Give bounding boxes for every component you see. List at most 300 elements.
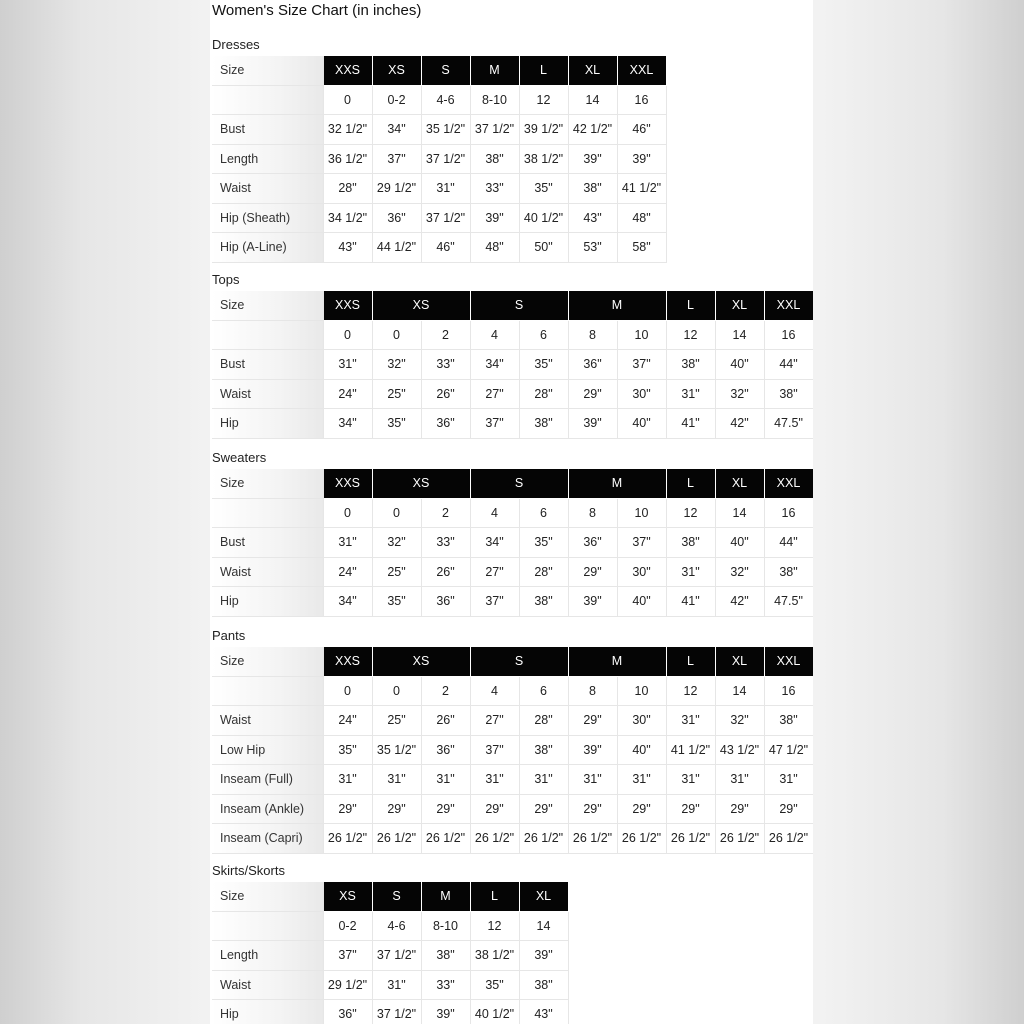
row-label: Bust — [212, 115, 323, 145]
measurement-cell: 47.5" — [764, 409, 813, 439]
measurement-cell: 48" — [617, 203, 666, 233]
measurement-cell: 41" — [666, 409, 715, 439]
row-label: Length — [212, 941, 323, 971]
row-label: Inseam (Ankle) — [212, 794, 323, 824]
table-row — [212, 970, 568, 1000]
size-header-row — [212, 56, 666, 85]
measurement-cell: 16 — [764, 498, 813, 528]
measurement-cell: 32 1/2" — [323, 115, 372, 145]
measurement-cell: 40" — [715, 350, 764, 380]
row-label: Inseam (Capri) — [212, 824, 323, 854]
measurement-cell: 16 — [617, 85, 666, 115]
measurement-cell: 26" — [421, 706, 470, 736]
measurement-cell: 31" — [421, 174, 470, 204]
measurement-cell: 34" — [470, 350, 519, 380]
measurement-cell: 27" — [470, 706, 519, 736]
size-header-cell: XXL — [764, 291, 813, 320]
page-title: Women's Size Chart (in inches) — [212, 2, 422, 19]
measurement-cell: 24" — [323, 706, 372, 736]
table-row — [212, 233, 666, 263]
measurement-cell: 34" — [372, 115, 421, 145]
measurement-cell: 37" — [470, 409, 519, 439]
measurement-cell: 36 1/2" — [323, 144, 372, 174]
measurement-cell: 37" — [617, 528, 666, 558]
measurement-cell: 29 1/2" — [323, 970, 372, 1000]
measurement-cell: 31" — [421, 765, 470, 795]
measurement-cell: 0-2 — [372, 85, 421, 115]
table-row — [212, 587, 813, 617]
measurement-cell: 32" — [372, 528, 421, 558]
measurement-cell: 14 — [715, 320, 764, 350]
measurement-cell: 0-2 — [323, 911, 372, 941]
measurement-cell: 12 — [666, 320, 715, 350]
measurement-cell: 34" — [323, 587, 372, 617]
measurement-cell: 31" — [323, 350, 372, 380]
measurement-cell: 39" — [617, 144, 666, 174]
row-label: Size — [212, 882, 323, 911]
row-label: Waist — [212, 706, 323, 736]
measurement-cell: 38" — [519, 587, 568, 617]
measurement-cell: 33" — [421, 528, 470, 558]
measurement-cell: 8 — [568, 676, 617, 706]
section-title: Pants — [212, 628, 246, 643]
size-header-cell: XXS — [323, 469, 372, 498]
measurement-cell: 31" — [372, 970, 421, 1000]
size-header-cell: M — [421, 882, 470, 911]
measurement-cell: 38" — [666, 350, 715, 380]
size-header-cell: XS — [372, 647, 470, 676]
measurement-cell: 31" — [568, 765, 617, 795]
measurement-cell: 4-6 — [421, 85, 470, 115]
row-label: Bust — [212, 528, 323, 558]
measurement-cell: 14 — [519, 911, 568, 941]
table-row — [212, 1000, 568, 1024]
measurement-cell: 43" — [519, 1000, 568, 1024]
measurement-cell: 40" — [617, 735, 666, 765]
row-label: Size — [212, 56, 323, 85]
measurement-cell: 26 1/2" — [519, 824, 568, 854]
measurement-cell: 10 — [617, 498, 666, 528]
measurement-cell: 38 1/2" — [470, 941, 519, 971]
measurement-cell: 36" — [372, 203, 421, 233]
row-label: Hip — [212, 1000, 323, 1024]
table-row — [212, 203, 666, 233]
measurement-cell: 41" — [666, 587, 715, 617]
measurement-cell: 0 — [323, 676, 372, 706]
measurement-cell: 42" — [715, 587, 764, 617]
measurement-cell: 30" — [617, 706, 666, 736]
measurement-cell: 38" — [568, 174, 617, 204]
measurement-cell: 32" — [715, 706, 764, 736]
table-row — [212, 379, 813, 409]
measurement-cell: 35" — [323, 735, 372, 765]
measurement-cell: 29" — [568, 557, 617, 587]
measurement-cell: 29" — [568, 706, 617, 736]
row-label: Waist — [212, 557, 323, 587]
measurement-cell: 24" — [323, 557, 372, 587]
table-row — [212, 676, 813, 706]
measurement-cell: 58" — [617, 233, 666, 263]
measurement-cell: 37 1/2" — [421, 144, 470, 174]
section-dresses — [210, 34, 667, 263]
measurement-cell: 34 1/2" — [323, 203, 372, 233]
measurement-cell: 10 — [617, 676, 666, 706]
measurement-cell: 53" — [568, 233, 617, 263]
measurement-cell: 34" — [323, 409, 372, 439]
measurement-cell: 12 — [470, 911, 519, 941]
measurement-cell: 33" — [470, 174, 519, 204]
measurement-cell: 26 1/2" — [764, 824, 813, 854]
measurement-cell: 37 1/2" — [421, 203, 470, 233]
measurement-cell: 35" — [470, 970, 519, 1000]
measurement-cell: 0 — [323, 320, 372, 350]
measurement-cell: 2 — [421, 498, 470, 528]
measurement-cell: 35" — [372, 409, 421, 439]
measurement-cell: 35" — [519, 350, 568, 380]
table-row — [212, 85, 666, 115]
measurement-cell: 38 1/2" — [519, 144, 568, 174]
measurement-cell: 28" — [323, 174, 372, 204]
measurement-cell: 35" — [519, 174, 568, 204]
measurement-cell: 16 — [764, 320, 813, 350]
measurement-cell: 39" — [568, 587, 617, 617]
size-header-cell: XL — [568, 56, 617, 85]
measurement-cell: 39" — [568, 144, 617, 174]
table-row — [212, 706, 813, 736]
measurement-cell: 29 1/2" — [372, 174, 421, 204]
measurement-cell: 31" — [666, 765, 715, 795]
measurement-cell: 38" — [519, 735, 568, 765]
measurement-cell: 38" — [764, 706, 813, 736]
measurement-cell: 26" — [421, 379, 470, 409]
measurement-cell: 36" — [323, 1000, 372, 1024]
size-chart-sheet — [210, 0, 813, 1024]
measurement-cell: 36" — [421, 409, 470, 439]
measurement-cell: 47 1/2" — [764, 735, 813, 765]
measurement-cell: 37" — [372, 144, 421, 174]
row-label — [212, 911, 323, 941]
measurement-cell: 39" — [568, 735, 617, 765]
size-header-cell: XXL — [764, 469, 813, 498]
measurement-cell: 8 — [568, 320, 617, 350]
size-header-cell: XL — [715, 647, 764, 676]
measurement-cell: 0 — [372, 498, 421, 528]
measurement-cell: 40" — [617, 409, 666, 439]
section-title: Sweaters — [212, 450, 267, 465]
measurement-cell: 29" — [666, 794, 715, 824]
size-header-cell: XS — [372, 469, 470, 498]
measurement-cell: 29" — [323, 794, 372, 824]
measurement-cell: 4 — [470, 320, 519, 350]
measurement-cell: 31" — [666, 379, 715, 409]
measurement-cell: 40" — [617, 587, 666, 617]
size-header-cell: S — [372, 882, 421, 911]
measurement-cell: 0 — [323, 85, 372, 115]
measurement-cell: 36" — [568, 350, 617, 380]
size-header-cell: S — [470, 647, 568, 676]
size-header-row — [212, 469, 813, 498]
measurement-cell: 37" — [617, 350, 666, 380]
section-title: Dresses — [212, 37, 260, 52]
measurement-cell: 12 — [666, 676, 715, 706]
size-header-cell: XXS — [323, 56, 372, 85]
section-pants — [210, 625, 813, 854]
measurement-cell: 38" — [421, 941, 470, 971]
size-header-cell: XXL — [617, 56, 666, 85]
measurement-cell: 29" — [568, 379, 617, 409]
measurement-cell: 29" — [617, 794, 666, 824]
measurement-cell: 4 — [470, 498, 519, 528]
measurement-cell: 14 — [568, 85, 617, 115]
measurement-cell: 44" — [764, 350, 813, 380]
table-row — [212, 765, 813, 795]
measurement-cell: 26 1/2" — [715, 824, 764, 854]
measurement-cell: 41 1/2" — [666, 735, 715, 765]
measurement-cell: 37" — [323, 941, 372, 971]
row-label: Size — [212, 469, 323, 498]
measurement-cell: 29" — [715, 794, 764, 824]
size-header-cell: XL — [715, 291, 764, 320]
measurement-cell: 29" — [470, 794, 519, 824]
measurement-cell: 8 — [568, 498, 617, 528]
table-row — [212, 735, 813, 765]
row-label: Hip — [212, 587, 323, 617]
size-header-cell: XL — [715, 469, 764, 498]
measurement-cell: 35" — [372, 587, 421, 617]
measurement-cell: 31" — [323, 765, 372, 795]
size-header-cell: M — [568, 291, 666, 320]
measurement-cell: 36" — [421, 587, 470, 617]
measurement-cell: 28" — [519, 706, 568, 736]
size-table — [212, 647, 813, 854]
measurement-cell: 26 1/2" — [617, 824, 666, 854]
size-table — [212, 291, 813, 439]
measurement-cell: 27" — [470, 379, 519, 409]
measurement-cell: 32" — [715, 379, 764, 409]
measurement-cell: 29" — [421, 794, 470, 824]
size-header-cell: XL — [519, 882, 568, 911]
measurement-cell: 40" — [715, 528, 764, 558]
measurement-cell: 32" — [715, 557, 764, 587]
measurement-cell: 39" — [470, 203, 519, 233]
measurement-cell: 34" — [470, 528, 519, 558]
size-header-cell: XXS — [323, 291, 372, 320]
size-header-cell: L — [666, 291, 715, 320]
measurement-cell: 28" — [519, 557, 568, 587]
measurement-cell: 10 — [617, 320, 666, 350]
measurement-cell: 36" — [568, 528, 617, 558]
measurement-cell: 26 1/2" — [372, 824, 421, 854]
measurement-cell: 48" — [470, 233, 519, 263]
measurement-cell: 32" — [372, 350, 421, 380]
measurement-cell: 0 — [323, 498, 372, 528]
measurement-cell: 35" — [519, 528, 568, 558]
measurement-cell: 39" — [421, 1000, 470, 1024]
row-label: Waist — [212, 379, 323, 409]
measurement-cell: 25" — [372, 379, 421, 409]
measurement-cell: 31" — [715, 765, 764, 795]
size-header-cell: M — [568, 647, 666, 676]
size-header-cell: M — [470, 56, 519, 85]
measurement-cell: 27" — [470, 557, 519, 587]
size-header-cell: L — [666, 647, 715, 676]
row-label: Waist — [212, 174, 323, 204]
measurement-cell: 35 1/2" — [421, 115, 470, 145]
measurement-cell: 12 — [519, 85, 568, 115]
size-header-cell: S — [421, 56, 470, 85]
measurement-cell: 31" — [617, 765, 666, 795]
table-row — [212, 498, 813, 528]
measurement-cell: 31" — [666, 706, 715, 736]
measurement-cell: 26 1/2" — [470, 824, 519, 854]
measurement-cell: 29" — [372, 794, 421, 824]
measurement-cell: 38" — [470, 144, 519, 174]
measurement-cell: 47.5" — [764, 587, 813, 617]
table-row — [212, 174, 666, 204]
table-row — [212, 320, 813, 350]
section-tops — [210, 269, 813, 439]
size-header-cell: XXS — [323, 647, 372, 676]
size-header-cell: L — [470, 882, 519, 911]
measurement-cell: 6 — [519, 320, 568, 350]
measurement-cell: 37" — [470, 735, 519, 765]
size-header-cell: XS — [372, 56, 421, 85]
table-row — [212, 557, 813, 587]
size-table — [212, 56, 667, 263]
measurement-cell: 6 — [519, 676, 568, 706]
measurement-cell: 4-6 — [372, 911, 421, 941]
table-row — [212, 911, 568, 941]
section-sweaters — [210, 447, 813, 617]
measurement-cell: 37 1/2" — [372, 1000, 421, 1024]
size-header-cell: L — [666, 469, 715, 498]
size-header-row — [212, 882, 568, 911]
measurement-cell: 0 — [372, 676, 421, 706]
measurement-cell: 43" — [568, 203, 617, 233]
measurement-cell: 33" — [421, 970, 470, 1000]
size-header-row — [212, 291, 813, 320]
size-header-cell: M — [568, 469, 666, 498]
measurement-cell: 6 — [519, 498, 568, 528]
table-row — [212, 409, 813, 439]
measurement-cell: 50" — [519, 233, 568, 263]
measurement-cell: 38" — [764, 379, 813, 409]
measurement-cell: 4 — [470, 676, 519, 706]
measurement-cell: 46" — [617, 115, 666, 145]
table-row — [212, 824, 813, 854]
measurement-cell: 44 1/2" — [372, 233, 421, 263]
row-label: Hip (A-Line) — [212, 233, 323, 263]
measurement-cell: 43 1/2" — [715, 735, 764, 765]
measurement-cell: 28" — [519, 379, 568, 409]
measurement-cell: 38" — [666, 528, 715, 558]
table-row — [212, 794, 813, 824]
measurement-cell: 39 1/2" — [519, 115, 568, 145]
size-table — [212, 469, 813, 617]
measurement-cell: 31" — [372, 765, 421, 795]
measurement-cell: 2 — [421, 676, 470, 706]
row-label: Low Hip — [212, 735, 323, 765]
size-header-cell: XXL — [764, 647, 813, 676]
measurement-cell: 30" — [617, 557, 666, 587]
measurement-cell: 14 — [715, 498, 764, 528]
measurement-cell: 37" — [470, 587, 519, 617]
section-skirts-skorts — [210, 860, 569, 1024]
size-table — [212, 882, 569, 1024]
measurement-cell: 44" — [764, 528, 813, 558]
table-row — [212, 144, 666, 174]
measurement-cell: 12 — [666, 498, 715, 528]
size-header-row — [212, 647, 813, 676]
measurement-cell: 40 1/2" — [519, 203, 568, 233]
row-label: Length — [212, 144, 323, 174]
measurement-cell: 38" — [764, 557, 813, 587]
measurement-cell: 41 1/2" — [617, 174, 666, 204]
row-label: Bust — [212, 350, 323, 380]
table-row — [212, 528, 813, 558]
row-label: Size — [212, 291, 323, 320]
measurement-cell: 8-10 — [470, 85, 519, 115]
measurement-cell: 26" — [421, 557, 470, 587]
measurement-cell: 29" — [764, 794, 813, 824]
table-row — [212, 350, 813, 380]
table-row — [212, 941, 568, 971]
measurement-cell: 39" — [568, 409, 617, 439]
measurement-cell: 29" — [519, 794, 568, 824]
measurement-cell: 25" — [372, 706, 421, 736]
measurement-cell: 24" — [323, 379, 372, 409]
row-label — [212, 320, 323, 350]
row-label: Size — [212, 647, 323, 676]
measurement-cell: 26 1/2" — [421, 824, 470, 854]
measurement-cell: 40 1/2" — [470, 1000, 519, 1024]
section-title: Skirts/Skorts — [212, 863, 285, 878]
measurement-cell: 42 1/2" — [568, 115, 617, 145]
row-label: Hip — [212, 409, 323, 439]
section-title: Tops — [212, 272, 240, 287]
measurement-cell: 0 — [372, 320, 421, 350]
measurement-cell: 35 1/2" — [372, 735, 421, 765]
size-header-cell: S — [470, 469, 568, 498]
measurement-cell: 38" — [519, 409, 568, 439]
measurement-cell: 42" — [715, 409, 764, 439]
measurement-cell: 37 1/2" — [470, 115, 519, 145]
measurement-cell: 31" — [764, 765, 813, 795]
measurement-cell: 31" — [470, 765, 519, 795]
table-row — [212, 115, 666, 145]
measurement-cell: 25" — [372, 557, 421, 587]
measurement-cell: 8-10 — [421, 911, 470, 941]
measurement-cell: 46" — [421, 233, 470, 263]
row-label: Waist — [212, 970, 323, 1000]
measurement-cell: 33" — [421, 350, 470, 380]
measurement-cell: 26 1/2" — [568, 824, 617, 854]
measurement-cell: 38" — [519, 970, 568, 1000]
measurement-cell: 26 1/2" — [666, 824, 715, 854]
size-header-cell: L — [519, 56, 568, 85]
measurement-cell: 14 — [715, 676, 764, 706]
size-header-cell: S — [470, 291, 568, 320]
measurement-cell: 31" — [519, 765, 568, 795]
row-label — [212, 498, 323, 528]
measurement-cell: 30" — [617, 379, 666, 409]
measurement-cell: 2 — [421, 320, 470, 350]
measurement-cell: 37 1/2" — [372, 941, 421, 971]
measurement-cell: 31" — [323, 528, 372, 558]
measurement-cell: 31" — [666, 557, 715, 587]
size-header-cell: XS — [323, 882, 372, 911]
row-label: Inseam (Full) — [212, 765, 323, 795]
